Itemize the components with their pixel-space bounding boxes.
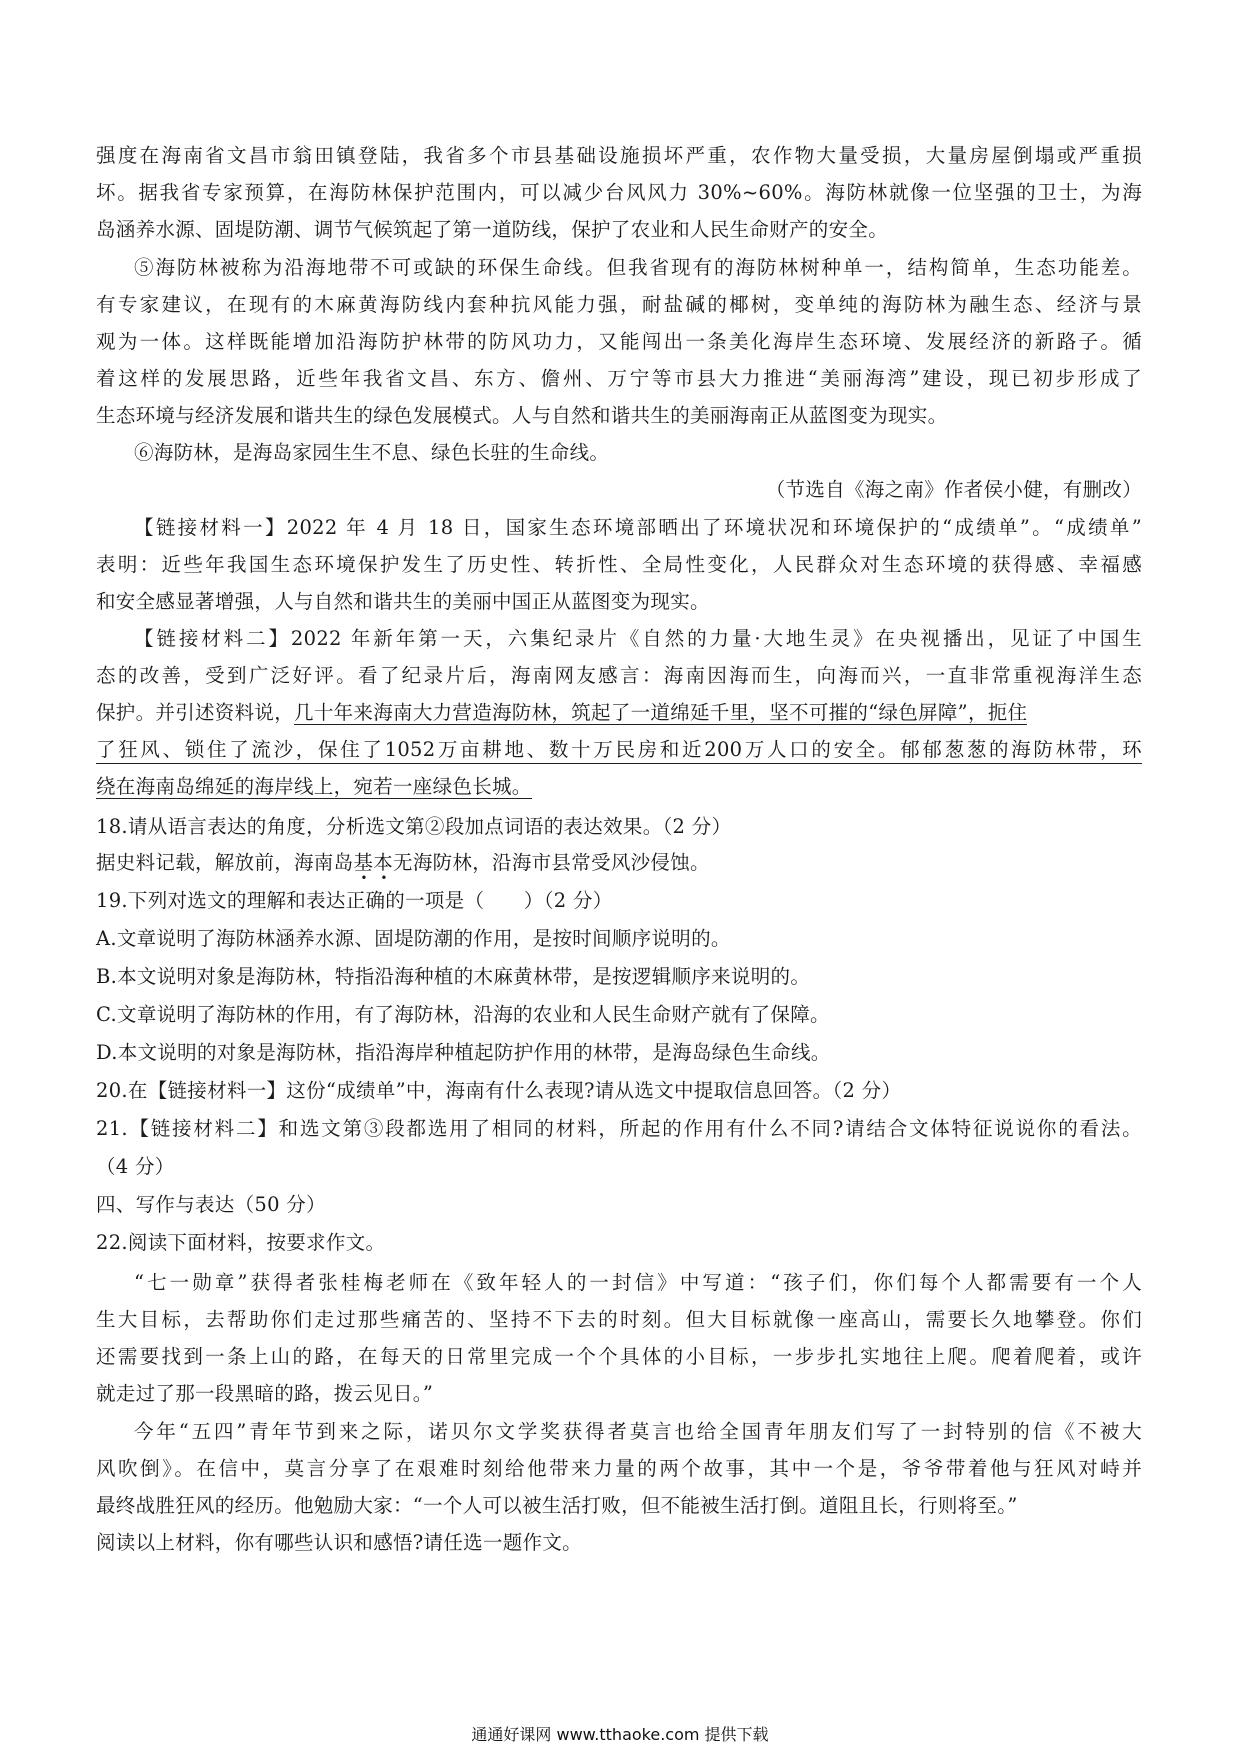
- link2-line2: 态的改善，受到广泛好评。看了纪录片后，海南网友感言：海南因海而生，向海而兴，一直非常重视海洋生态: [96, 664, 1142, 687]
- article-p4-line1: 强度在海南省文昌市翁田镇登陆，我省多个市县基础设施损坏严重，农作物大量受损，大量房屋倒塌或严重损: [96, 144, 1142, 167]
- writing-m1-line4: 就走过了那一段黑暗的路，拨云见日。”: [96, 1382, 434, 1405]
- link1-line3: 和安全感显著增强，人与自然和谐共生的美丽中国正从蓝图变为现实。: [96, 590, 710, 613]
- question-21-score: （4 分）: [96, 1155, 175, 1178]
- link2-line5-underlined: 绕在海南岛绵延的海岸线上，宛若一座绿色长城。: [96, 775, 532, 798]
- question-19: 19.下列对选文的理解和表达正确的一项是（ ）（2 分）: [96, 889, 613, 912]
- writing-m1-line1: “七一勋章”获得者张桂梅老师在《致年轻人的一封信》中写道：“孩子们，你们每个人都需要有一个人: [134, 1271, 1142, 1294]
- q19-option-b: B.本文说明对象是海防林，特指沿海种植的木麻黄林带，是按逻辑顺序来说明的。: [96, 965, 811, 988]
- writing-m1-line2: 生大目标，去帮助你们走过那些痛苦的、坚持不下去的时刻。但大目标就像一座高山，需要长久地攀登。你们: [96, 1308, 1142, 1331]
- link1-line2: 表明：近些年我国生态环境保护发生了历史性、转折性、全局性变化，人民群众对生态环境的获得感、幸福感: [96, 553, 1142, 576]
- link2-line3-plain: 保护。并引述资料说，: [96, 701, 295, 724]
- q18-emphasized-word: [353, 851, 394, 885]
- q18-emph-text: 基本: [353, 851, 394, 874]
- question-18: 18.请从语言表达的角度，分析选文第②段加点词语的表达效果。（2 分）: [96, 815, 732, 838]
- page-footer: 通通好课网 www.tthaoke.com 提供下载: [471, 1725, 769, 1744]
- q18-quote-before: 据史料记载，解放前，海南岛: [96, 851, 354, 874]
- article-source: （节选自《海之南》作者侯小健，有删改）: [765, 478, 1142, 501]
- writing-m2-line2: 风吹倒》。在信中，莫言分享了在艰难时刻给他带来力量的两个故事，其中一个是，爷爷带着他与狂风对峙并: [96, 1457, 1142, 1480]
- article-p5-line2: 有专家建议，在现有的木麻黄海防线内套种抗风能力强，耐盐碱的椰树，变单纯的海防林为融生态、经济与景: [96, 293, 1142, 316]
- writing-m2-line1: 今年“五四”青年节到来之际，诺贝尔文学奖获得者莫言也给全国青年朋友们写了一封特别的信《不被大: [134, 1420, 1142, 1443]
- link2-line1: 【链接材料二】2022 年新年第一天，六集纪录片《自然的力量·大地生灵》在央视播出，见证了中国生: [134, 627, 1142, 650]
- link2-line4-underlined: 了狂风、锁住了流沙，保住了1052万亩耕地、数十万民房和近200万人口的安全。郁郁葱葱的海防林带，环: [96, 737, 1142, 764]
- writing-prompt: 阅读以上材料，你有哪些认识和感悟?请任选一题作文。: [96, 1531, 582, 1554]
- article-p4-line2: 坏。据我省专家预算，在海防林保护范围内，可以减少台风风力 30%~60%。海防林就像一位坚强的卫士，为海: [96, 181, 1142, 204]
- question-21: 21.【链接材料二】和选文第③段都选用了相同的材料，所起的作用有什么不同?请结合文体特征说说你的看法。: [96, 1117, 1142, 1140]
- article-p4-line3: 岛涵养水源、固堤防潮、调节气候筑起了第一道防线，保护了农业和人民生命财产的安全。: [96, 218, 889, 241]
- article-p5-line1: ⑤海防林被称为沿海地带不可或缺的环保生命线。但我省现有的海防林树种单一，结构简单，生态功能差。: [134, 256, 1142, 279]
- emphasis-dot-icon: •: [380, 871, 388, 885]
- link2-line5: [96, 774, 1142, 800]
- writing-m2-line3: 最终战胜狂风的经历。他勉励大家：“一个人可以被生活打败，但不能被生活打倒。道阻且长，行则将至。”: [96, 1494, 1018, 1517]
- article-p5-line3: 观为一体。这样既能增加沿海防护林带的防风功力，又能闯出一条美化海岸生态环境、发展经济的新路子。循: [96, 330, 1142, 353]
- question-22: 22.阅读下面材料，按要求作文。: [96, 1231, 386, 1254]
- link2-line3-underlined: 几十年来海南大力营造海防林，筑起了一道绵延千里，坚不可摧的“绿色屏障”，扼住: [294, 701, 1028, 724]
- writing-section-title: 四、写作与表达（50 分）: [96, 1193, 326, 1216]
- link1-line1: 【链接材料一】2022 年 4 月 18 日，国家生态环境部晒出了环境状况和环境保护的“成绩单”。“成绩单”: [134, 516, 1142, 539]
- q19-option-d: D.本文说明的对象是海防林，指沿海岸种植起防护作用的林带，是海岛绿色生命线。: [96, 1041, 831, 1064]
- writing-m1-line3: 还需要找到一条上山的路，在每天的日常里完成一个个具体的小目标，一步步扎实地往上爬。爬着爬着，或许: [96, 1345, 1142, 1368]
- article-p5-line5: 生态环境与经济发展和谐共生的绿色发展模式。人与自然和谐共生的美丽海南正从蓝图变为现实。: [96, 404, 948, 427]
- question-20: 20.在【链接材料一】这份“成绩单”中，海南有什么表现?请从选文中提取信息回答。（2 分）: [96, 1079, 902, 1102]
- q18-quote-after: 无海防林，沿海市县常受风沙侵蚀。: [393, 851, 710, 874]
- question-18-quote: [96, 850, 1142, 885]
- q19-option-a: A.文章说明了海防林涵养水源、固堤防潮的作用，是按时间顺序说明的。: [96, 927, 731, 950]
- article-p6: ⑥海防林，是海岛家园生生不息、绿色长驻的生命线。: [134, 441, 610, 464]
- link2-line3: [96, 700, 1142, 726]
- q19-option-c: C.文章说明了海防林的作用，有了海防林，沿海的农业和人民生命财产就有了保障。: [96, 1003, 830, 1026]
- article-p5-line4: 着这样的发展思路，近些年我省文昌、东方、儋州、万宁等市县大力推进“美丽海湾”建设，现已初步形成了: [96, 367, 1142, 390]
- emphasis-dot-icon: •: [360, 871, 368, 885]
